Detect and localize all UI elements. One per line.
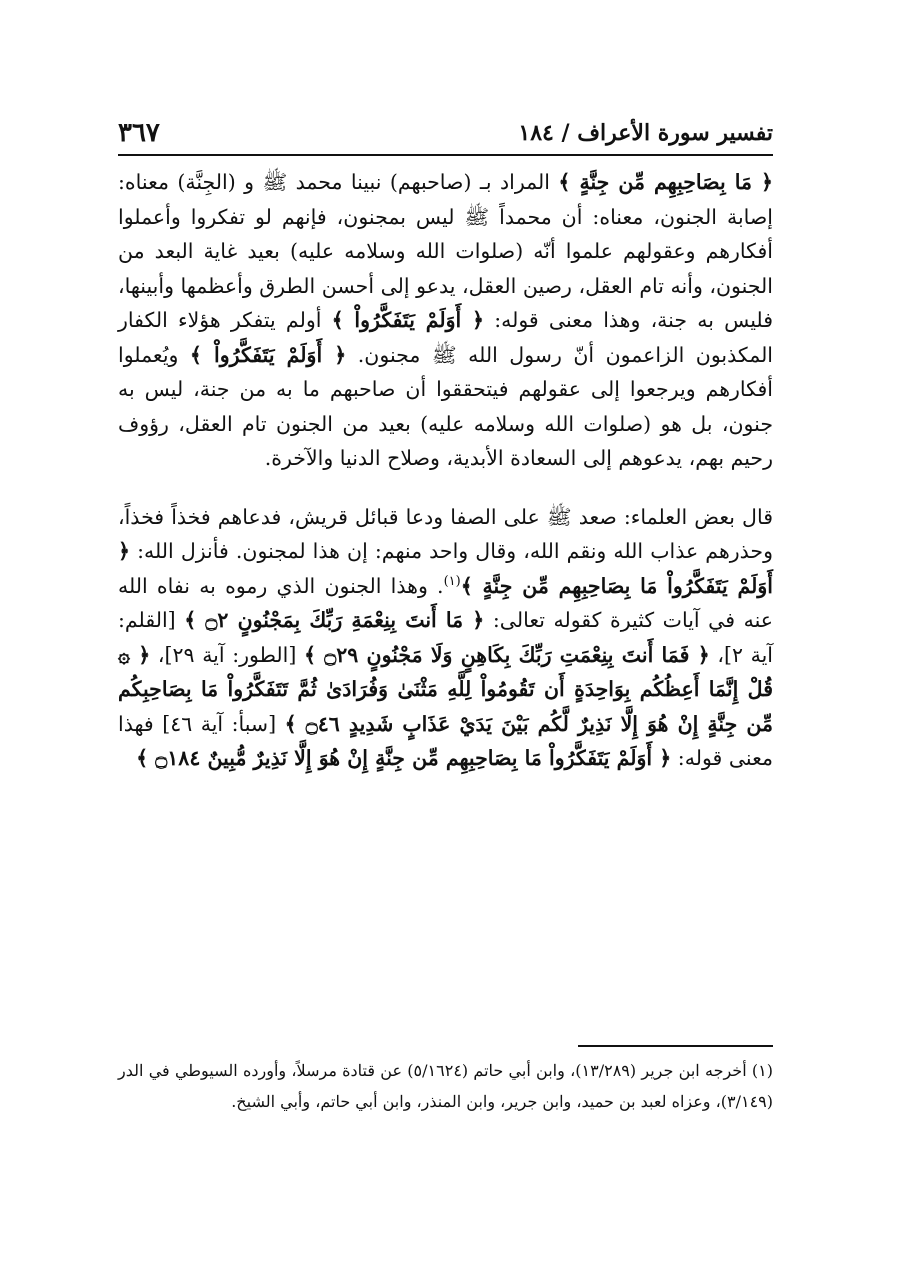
paragraph-2 [118, 500, 773, 776]
footnotes [118, 1055, 773, 1117]
commentary-text: ويُعملوا أفكارهم ويرجعوا إلى عقولهم فيتحققوا أن صاحبهم ما به من جنة، ليس به جنون، بل هو (صلوات الله وسلامه عليه) بعيد من الجنون تام العقل، رؤوف رحيم بهم، يدعوهم إلى السعادة الأبدية، وصلاح الدنيا والآخرة. [118, 342, 773, 470]
surah-citation: [سبأ: آية ٤٦] فهذا معنى قوله: [118, 711, 773, 770]
quran-verse: ﴿ مَا أَنتَ بِنِعْمَةِ رَبِّكَ بِمَجْنُونٍ ۝٢ ﴾ [184, 608, 485, 632]
commentary-text: أولم يتفكر هؤلاء الكفار المكذبون الزاعمون أنّ رسول الله ﷺ مجنون. [118, 308, 774, 367]
quran-verse: ﴿ مَا بِصَاحِبِهِم مِّن جِنَّةٍ ﴾ [558, 170, 773, 194]
commentary-text: قال بعض العلماء: صعد ﷺ على الصفا ودعا قبائل قريش، فدعاهم فخذاً فخذاً، وحذرهم عذاب الله ونقم الله، وقال واحد منهم: إن هذا لمجنون. فأنزل الله: [118, 504, 773, 563]
main-text [118, 165, 773, 776]
commentary-text: . وهذا الجنون الذي رموه به نفاه الله عنه في آيات كثيرة كقوله تعالى: [118, 573, 774, 632]
surah-citation: [القلم: آية ٢]، [118, 608, 773, 667]
running-title: تفسير سورة الأعراف / ١٨٤ [518, 120, 773, 146]
quran-verse: ﴿ أَوَلَمْ يَتَفَكَّرُواْ مَا بِصَاحِبِهِم مِّن جِنَّةٍ ﴾ [118, 539, 773, 598]
quran-verse: ﴿ ۞ قُلْ إِنَّمَا أَعِظُكُم بِوَاحِدَةٍ أَن تَقُومُواْ لِلَّهِ مَثْنَىٰ وَفُرَادَىٰ ثُمَّ تَتَفَكَّرُواْ مَا بِصَاحِبِكُم مِّن جِنَّةٍ إِنْ هُوَ إِلَّا نَذِيرٌ لَّكُم بَيْنَ يَدَيْ عَذَابٍ شَدِيدٍ ۝٤٦ ﴾ [118, 642, 773, 736]
surah-citation: [الطور: آية ٢٩]، [150, 642, 304, 667]
page-number: ٣٦٧ [118, 118, 160, 148]
footnote-divider [578, 1045, 773, 1047]
footnote-1: (١) أخرجه ابن جرير (١٣/٢٨٩)، وابن أبي حاتم (٥/١٦٢٤) عن قتادة مرسلاً، وأورده السيوطي في الدر (٣/١٤٩)، وعزاه لعبد بن حميد، وابن جرير، وابن المنذر، وابن أبي حاتم، وأبي الشيخ. [118, 1061, 773, 1111]
quran-verse: ﴿ أَوَلَمْ يَتَفَكَّرُواْ ﴾ [331, 308, 485, 332]
page-header [118, 108, 773, 156]
quran-verse: ﴿ أَوَلَمْ يَتَفَكَّرُواْ مَا بِصَاحِبِهِم مِّن جِنَّةٍ إِنْ هُوَ إِلَّا نَذِيرٌ مُّبِينٌ ۝١٨٤ ﴾ [136, 746, 672, 770]
quran-verse: ﴿ فَمَا أَنتَ بِنِعْمَتِ رَبِّكَ بِكَاهِنٍ وَلَا مَجْنُونٍ ۝٢٩ ﴾ [304, 642, 710, 667]
commentary-text: المراد بـ (صاحبهم) نبينا محمد ﷺ و (الجِنَّة) معناه: إصابة الجنون، معناه: أن محمداً ﷺ ليس بمجنون، فإنهم لو تفكروا وأعملوا أفكارهم وعقولهم علموا أنّه (صلوات الله وسلامه عليه) بعيد غاية البعد من الجنون، وأنه تام العقل، رصين العقل، يدعو إلى أحسن الطرق وأعظمها وأبينها، فليس به جنة، وهذا معنى قوله: [118, 170, 773, 332]
quran-verse: ﴿ أَوَلَمْ يَتَفَكَّرُواْ ﴾ [189, 342, 347, 367]
paragraph-1 [118, 165, 773, 476]
footnote-reference[interactable]: (١) [443, 573, 461, 589]
